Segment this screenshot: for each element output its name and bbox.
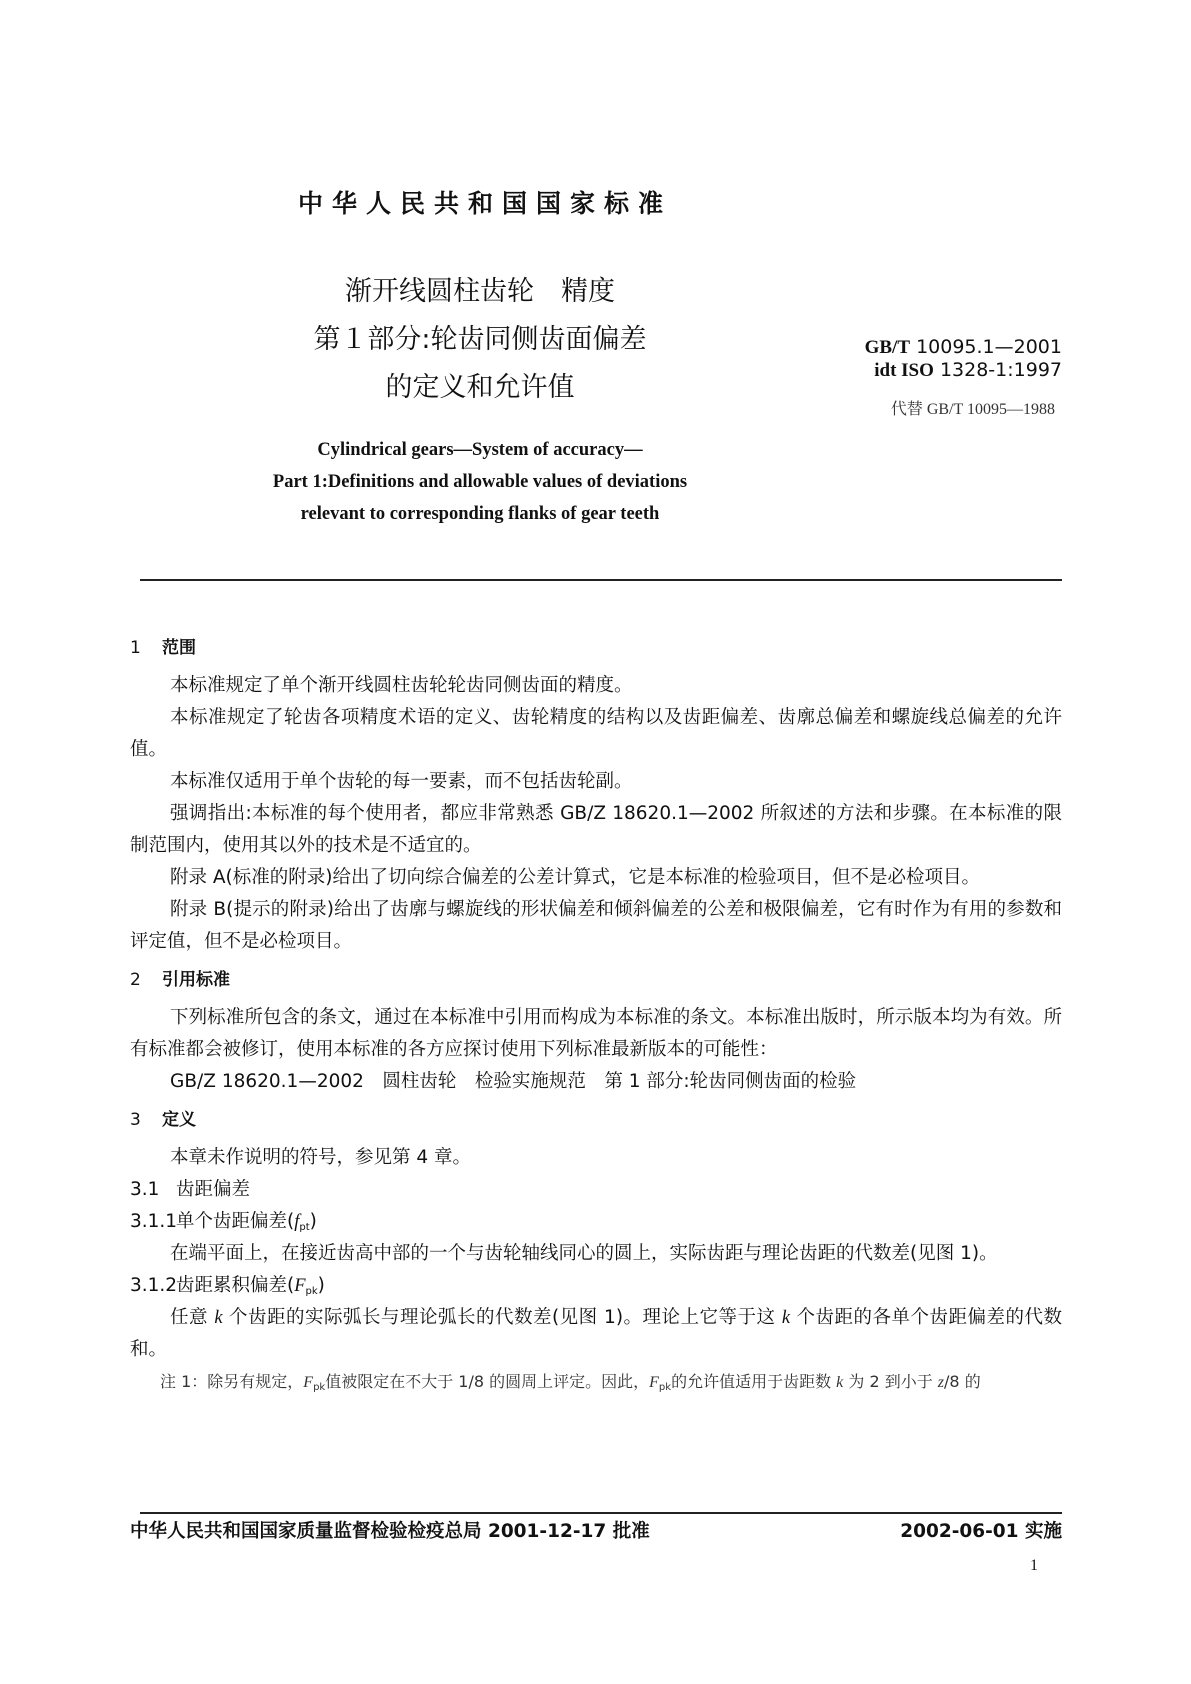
paragraph: 本标准仅适用于单个齿轮的每一要素，而不包括齿轮副。 <box>170 771 633 792</box>
note: 注 1：除另有规定，$F_{pk}$值被限定在不大于 1/8 的圆周上评定。因此，$F_{pk}$的允许值适用于齿距数 k 为 2 到小于 z/8 的 <box>160 1372 981 1393</box>
section-heading: 2 引用标准 <box>130 970 230 990</box>
title-line: 的定义和允许值 <box>385 372 575 403</box>
reference: GB/Z 18620.1—2002 圆柱齿轮 检验实施规范 第 1 部分:轮齿同侧齿面的检验 <box>170 1071 857 1092</box>
standard-header: 中华人民共和国国家标准 <box>297 189 672 218</box>
section-heading: 1 范围 <box>130 638 196 658</box>
subsection-heading: 3.1.1单个齿距偏差$(f_{pt})$ <box>130 1211 317 1233</box>
footer <box>130 1520 1062 1544</box>
standard-codes <box>810 336 1062 382</box>
title-line: relevant to corresponding flanks of gear teeth <box>300 504 660 524</box>
section-heading: 3 定义 <box>130 1110 196 1130</box>
idt-number: 1328-1:1997 <box>939 359 1062 381</box>
subsection-heading: 3.1 齿距偏差 <box>130 1179 251 1200</box>
paragraph: 本标准规定了轮齿各项精度术语的定义、齿轮精度的结构以及齿距偏差、齿廓总偏差和螺旋线总偏差的允许值。 <box>130 707 1062 760</box>
effective-date: 2002-06-01 实施 <box>900 1521 1062 1542</box>
replaces-note: 代替 GB/T 10095—1988 <box>890 401 1055 418</box>
paragraph: 附录 B(提示的附录)给出了齿廓与螺旋线的形状偏差和倾斜偏差的公差和极限偏差，它有时作为有用的参数和评定值，但不是必检项目。 <box>130 899 1062 952</box>
english-title <box>180 434 780 530</box>
approval-date: 中华人民共和国国家质量监督检验检疫总局 2001-12-17 批准 <box>130 1521 650 1542</box>
paragraph: 本标准规定了单个渐开线圆柱齿轮轮齿同侧齿面的精度。 <box>170 675 633 696</box>
chinese-title <box>180 268 780 412</box>
std-number: 10095.1—2001 <box>916 336 1062 358</box>
document-body <box>130 630 1062 1399</box>
paragraph: 下列标准所包含的条文，通过在本标准中引用而构成为本标准的条文。本标准出版时，所示版本均为有效。所有标准都会被修订，使用本标准的各方应探讨使用下列标准最新版本的可能性： <box>130 1007 1062 1060</box>
page-number: 1 <box>1030 1557 1038 1574</box>
std-prefix: GB/T <box>864 337 911 358</box>
paragraph: 附录 A(标准的附录)给出了切向综合偏差的公差计算式，它是本标准的检验项目，但不是必检项目。 <box>170 867 980 888</box>
title-line: 渐开线圆柱齿轮 精度 <box>345 276 615 307</box>
title-line: Cylindrical gears—System of accuracy— <box>317 440 643 460</box>
title-line: Part 1:Definitions and allowable values of deviations <box>272 472 688 492</box>
subsection-heading: 3.1.2齿距累积偏差$(F_{pk})$ <box>130 1275 325 1297</box>
paragraph: 强调指出:本标准的每个使用者，都应非常熟悉 GB/Z 18620.1—2002 所叙述的方法和步骤。在本标准的限制范围内，使用其以外的技术是不适宜的。 <box>130 803 1062 856</box>
idt-prefix: idt ISO <box>874 360 934 381</box>
title-line: 第１部分:轮齿同侧齿面偏差 <box>313 324 647 355</box>
footer-divider <box>140 1512 1062 1514</box>
paragraph: 本章未作说明的符号，参见第 4 章。 <box>170 1147 472 1168</box>
divider <box>140 579 1062 581</box>
paragraph: 任意 k 个齿距的实际弧长与理论弧长的代数差(见图 1)。理论上它等于这 k 个齿距的各单个齿距偏差的代数和。 <box>130 1307 1063 1360</box>
paragraph: 在端平面上，在接近齿高中部的一个与齿轮轴线同心的圆上，实际齿距与理论齿距的代数差(见图 1)。 <box>170 1243 998 1264</box>
